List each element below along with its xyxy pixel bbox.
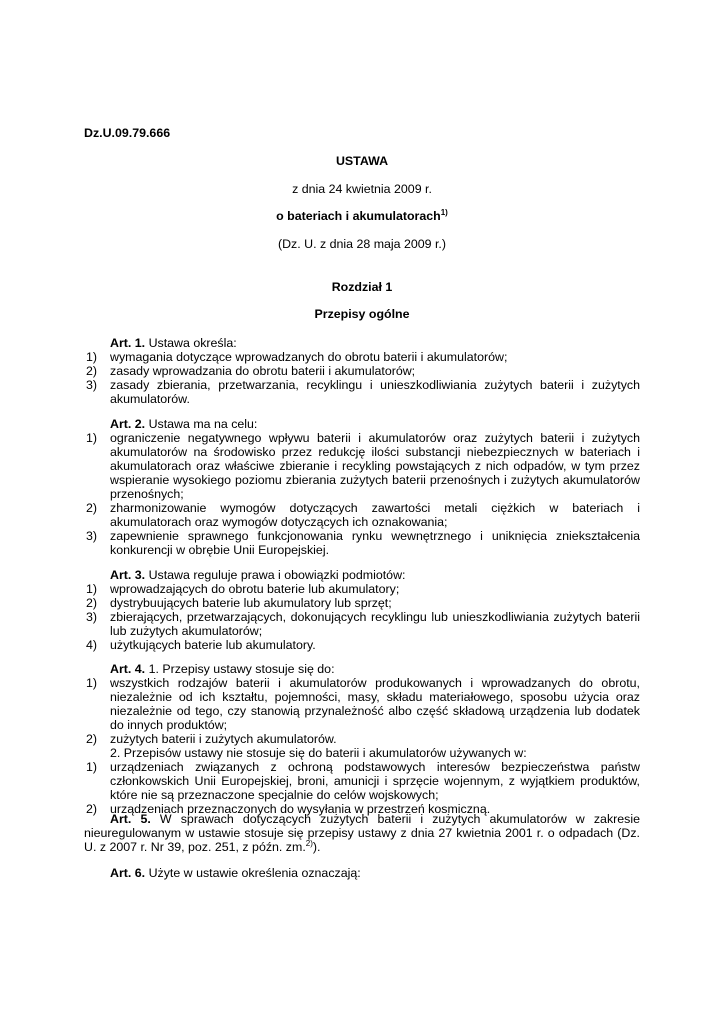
title-footnote: 1) (440, 207, 448, 217)
item-text: wszystkich rodzajów baterii i akumulatorów produkowanych i wprowadzanych do obrotu, niezależnie od ich kształtu, pojemności, masy, składu materiałowego, sposobu użycia oraz niezależnie od tego, czy stanowią przynależność albo część składową urządzenia lub dodatek do innych produktów; (110, 676, 640, 732)
act-title (84, 209, 640, 223)
item-text: urządzeniach związanych z ochroną podstawowych interesów bezpieczeństwa państw członkowskich Unii Europejskiej, broni, amunicji i sprzęcie wojennym, z wyjątkiem produktów, które nie są przeznaczone specjalnie do celów wojskowych; (110, 760, 640, 802)
article-4 (84, 662, 640, 816)
article-1-list (84, 350, 640, 406)
article-1-intro (84, 336, 640, 350)
item-number: 2) (86, 501, 98, 515)
article-2-number: Art. 2. (110, 417, 146, 431)
article-3-intro (84, 568, 640, 582)
list-item (84, 732, 640, 746)
article-6-number: Art. 6. (110, 866, 146, 880)
item-number: 2) (86, 364, 98, 378)
article-2-list (84, 431, 640, 557)
article-6-body: Użyte w ustawie określenia oznaczają: (145, 866, 361, 880)
list-item (84, 501, 640, 529)
act-type: USTAWA (335, 154, 389, 168)
item-text: dystrybuujących baterie lub akumulatory lub sprzęt; (110, 596, 392, 610)
article-5 (84, 812, 640, 854)
article-1 (84, 336, 640, 406)
item-number: 3) (86, 378, 98, 392)
journal-reference: Dz.U.09.79.666 (84, 126, 171, 140)
list-item (84, 760, 640, 802)
item-text: zbierających, przetwarzających, dokonujących recyklingu lub unieszkodliwiania zużytych baterii lub zużytych akumulatorów; (110, 610, 640, 638)
item-text: zapewnienie sprawnego funkcjonowania rynku wewnętrznego i uniknięcia zniekształcenia konkurencji w obrębie Unii Europejskiej. (110, 529, 640, 557)
item-text: urządzeniach przeznaczonych do wysyłania w przestrzeń kosmiczną. (110, 802, 491, 816)
item-text: ograniczenie negatywnego wpływu baterii i akumulatorów oraz zużytych baterii i zużytych akumulatorów na środowisko przez redukcję ilości substancji niebezpiecznych w bateriach i akumulatorach oraz właściwe zbieranie i recykling powstających z nich odpadów, w tym przez wspieranie wysokiego poziomu zbierania zużytych baterii przenośnych i zużytych akumulatorów przenośnych; (110, 431, 640, 501)
article-6 (84, 866, 640, 880)
list-item (84, 596, 640, 610)
article-1-number: Art. 1. (110, 336, 146, 350)
publication-info: (Dz. U. z dnia 28 maja 2009 r.) (277, 237, 447, 251)
article-2-intro-text: Ustawa ma na celu: (145, 417, 258, 431)
article-5-footnote: 2) (305, 838, 313, 848)
article-4-intro (84, 662, 640, 676)
item-number: 2) (86, 802, 98, 816)
article-5-text (84, 812, 640, 854)
item-text: wymagania dotyczące wprowadzanych do obrotu baterii i akumulatorów; (110, 350, 508, 364)
list-item (84, 582, 640, 596)
list-item (84, 610, 640, 638)
item-number: 1) (86, 431, 98, 445)
article-2 (84, 417, 640, 557)
item-text: użytkujących baterie lub akumulatory. (110, 638, 316, 652)
item-text: zharmonizowanie wymogów dotyczących zawartości metali ciężkich w bateriach i akumulatorach oraz wymogów dotyczących ich oznakowania; (110, 501, 640, 529)
act-date: z dnia 24 kwietnia 2009 r. (292, 182, 432, 196)
article-3-intro-text: Ustawa reguluje prawa i obowiązki podmiotów: (145, 568, 406, 582)
list-item (84, 350, 640, 364)
list-item (84, 529, 640, 557)
item-number: 2) (86, 732, 98, 746)
list-item (84, 638, 640, 652)
article-2-intro (84, 417, 640, 431)
article-5-number: Art. 5. (110, 812, 151, 826)
act-title-text: o bateriach i akumulatorach (276, 209, 441, 223)
article-4-intro-text: 1. Przepisy ustawy stosuje się do: (145, 662, 335, 676)
list-item (84, 364, 640, 378)
article-4-number: Art. 4. (110, 662, 146, 676)
article-5-tail: ). (312, 840, 321, 854)
item-number: 1) (86, 350, 98, 364)
item-number: 3) (86, 529, 98, 543)
article-4-paragraph-2: 2. Przepisów ustawy nie stosuje się do baterii i akumulatorów używanych w: (110, 746, 527, 760)
article-3-number: Art. 3. (110, 568, 146, 582)
article-1-intro-text: Ustawa określa: (145, 336, 237, 350)
item-number: 3) (86, 610, 98, 624)
item-text: zasady zbierania, przetwarzania, recyklingu i unieszkodliwiania zużytych baterii i zużytych akumulatorów. (110, 378, 640, 406)
chapter-label: Rozdział 1 (331, 280, 393, 294)
item-number: 2) (86, 596, 98, 610)
article-5-body: W sprawach dotyczących zużytych baterii i zużytych akumulatorów w zakresie nieuregulowanym w ustawie stosuje się przepisy ustawy z dnia 27 kwietnia 2001 r. o odpadach (Dz. U. z 2007 r. Nr 39, poz. 251, z późn. zm. (84, 812, 640, 854)
item-text: zasady wprowadzania do obrotu baterii i akumulatorów; (110, 364, 416, 378)
item-text: zużytych baterii i zużytych akumulatorów. (110, 732, 337, 746)
item-number: 4) (86, 638, 98, 652)
article-4-list-2 (84, 760, 640, 816)
chapter-title: Przepisy ogólne (314, 307, 410, 321)
item-text: wprowadzających do obrotu baterie lub akumulatory; (110, 582, 400, 596)
list-item (84, 676, 640, 732)
article-6-text (84, 866, 640, 880)
item-number: 1) (86, 582, 98, 596)
item-number: 1) (86, 676, 98, 690)
item-number: 1) (86, 760, 98, 774)
article-4-list-1 (84, 676, 640, 746)
article-3 (84, 568, 640, 652)
article-3-list (84, 582, 640, 652)
list-item (84, 431, 640, 501)
list-item (84, 378, 640, 406)
